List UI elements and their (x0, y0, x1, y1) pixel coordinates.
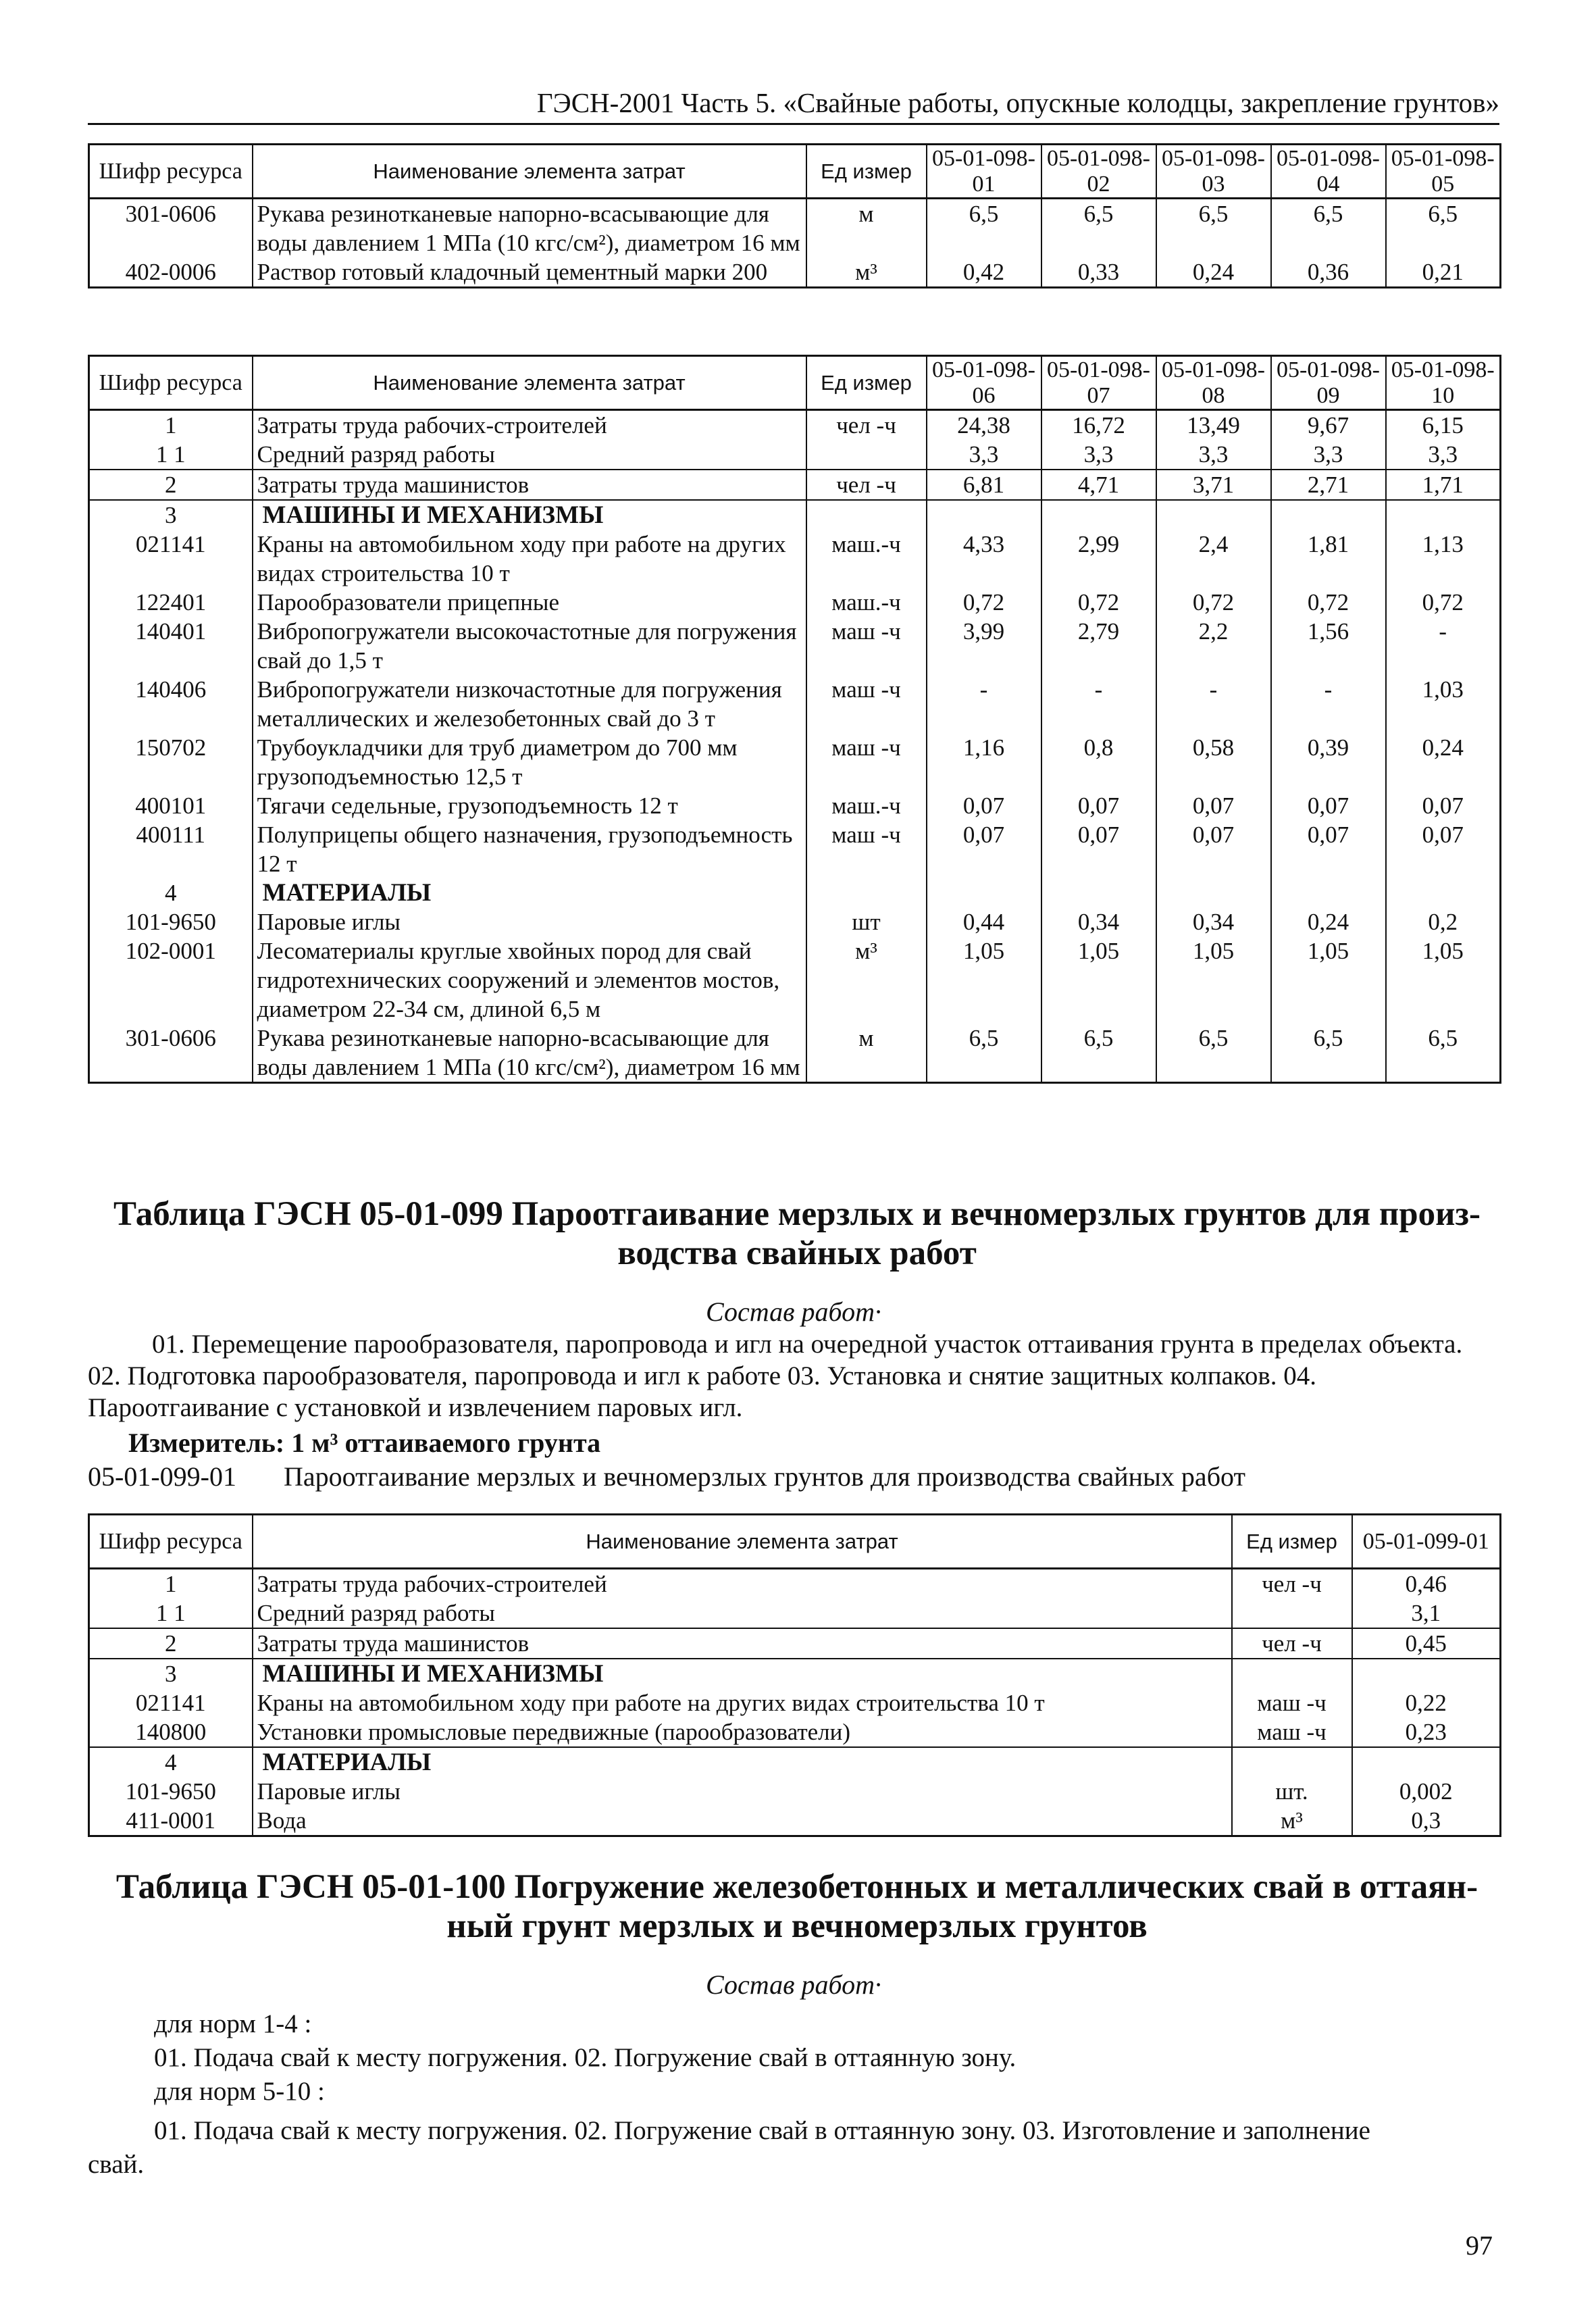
resource-unit: м (806, 1024, 927, 1083)
norm-value (1041, 500, 1156, 530)
resource-unit: маш -ч (806, 820, 927, 878)
resource-name: Вибропогружатели низкочастотные для погружения металлических и железобетонных свай до 3 т (253, 675, 806, 733)
norm-code: 05-01-099-01 (88, 1461, 236, 1492)
norm-value: 0,07 (1386, 791, 1501, 820)
resource-code: 140406 (89, 675, 253, 733)
norms-5-10-text-cont: свай. (88, 2150, 145, 2179)
col-header-unit: Ед измер (806, 145, 927, 199)
norm-value: 0,42 (927, 257, 1041, 288)
table-row (89, 199, 1501, 258)
norm-value: 0,72 (1156, 588, 1271, 617)
resource-unit: маш.-ч (806, 588, 927, 617)
resource-name: Установки промысловые передвижные (парообразователи) (253, 1717, 1232, 1747)
table-row (89, 617, 1501, 675)
resource-code: 400111 (89, 820, 253, 878)
col-header-name: Наименование элемента затрат (253, 356, 806, 410)
norm-value (1352, 1747, 1501, 1777)
col-header-code: Шифр ресурса (89, 145, 253, 199)
norm-value (927, 500, 1041, 530)
norm-value: 1,56 (1271, 617, 1386, 675)
norm-value: 1,05 (1156, 936, 1271, 1024)
norm-value: 3,3 (1271, 440, 1386, 470)
norm-value: 6,5 (1041, 1024, 1156, 1083)
resource-name: Средний разряд работы (253, 440, 806, 470)
resource-unit: чел -ч (1232, 1569, 1352, 1599)
norm-value: 0,8 (1041, 733, 1156, 791)
resource-name: Затраты труда машинистов (253, 470, 806, 500)
norm-value: 1,05 (1271, 936, 1386, 1024)
norm-value: 0,36 (1271, 257, 1386, 288)
resource-code: 301-0606 (89, 199, 253, 258)
norm-value: - (1271, 675, 1386, 733)
resource-name: Краны на автомобильном ходу при работе на других видах строительства 10 т (253, 1688, 1232, 1717)
col-header-norm: 05-01-099-01 (1352, 1515, 1501, 1569)
col-header-code: Шифр ресурса (89, 356, 253, 410)
norm-value: 1,16 (927, 733, 1041, 791)
norm-value: 0,07 (1271, 820, 1386, 878)
col-header-norm: 05-01-098-01 (927, 145, 1041, 199)
resource-code: 411-0001 (89, 1806, 253, 1836)
norm-value: 6,81 (927, 470, 1041, 500)
resource-name: Паровые иглы (253, 907, 806, 936)
resource-name: Затраты труда рабочих-строителей (253, 410, 806, 441)
table-row (89, 410, 1501, 441)
norm-name: Пароотгаивание мерзлых и вечномерзлых грунтов для производства свайных работ (283, 1461, 1245, 1492)
resource-name: Средний разряд работы (253, 1599, 1232, 1628)
resource-code: 1 (89, 410, 253, 441)
title-line: водства свайных работ (617, 1234, 977, 1272)
norm-value: 9,67 (1271, 410, 1386, 441)
table-row (89, 1659, 1501, 1688)
norms-1-4-label: для норм 1-4 : (154, 2009, 312, 2038)
norm-value: 6,5 (1386, 1024, 1501, 1083)
norm-value: 1,05 (1386, 936, 1501, 1024)
table-row (89, 878, 1501, 907)
table-row (89, 733, 1501, 791)
norm-value: 0,39 (1271, 733, 1386, 791)
resource-unit (806, 500, 927, 530)
norm-value: 0,45 (1352, 1628, 1501, 1659)
norm-value: 6,5 (927, 199, 1041, 258)
norm-value: - (1386, 617, 1501, 675)
resource-name: Краны на автомобильном ходу при работе на других видах строительства 10 т (253, 530, 806, 588)
norm-value: 0,07 (1386, 820, 1501, 878)
norm-value: 2,99 (1041, 530, 1156, 588)
norm-value: 3,3 (1041, 440, 1156, 470)
resource-unit (1232, 1599, 1352, 1628)
norm-value: 0,24 (1156, 257, 1271, 288)
resource-name: Вибропогружатели высокочастотные для погружения свай до 1,5 т (253, 617, 806, 675)
table-row (89, 907, 1501, 936)
norm-value: 0,07 (1271, 791, 1386, 820)
table-row (89, 1024, 1501, 1083)
norm-value: 4,33 (927, 530, 1041, 588)
norm-value (927, 878, 1041, 907)
norms-5-10-label: для норм 5-10 : (154, 2077, 325, 2106)
resource-unit: чел -ч (806, 470, 927, 500)
resource-name: Парообразователи прицепные (253, 588, 806, 617)
col-header-norm: 05-01-098-06 (927, 356, 1041, 410)
resource-unit: шт. (1232, 1777, 1352, 1806)
norm-value: 16,72 (1041, 410, 1156, 441)
norm-value (1156, 500, 1271, 530)
resource-unit: маш -ч (1232, 1688, 1352, 1717)
resource-unit: м³ (806, 936, 927, 1024)
table-row (89, 1777, 1501, 1806)
col-header-norm: 05-01-098-05 (1386, 145, 1501, 199)
norm-value: 0,34 (1156, 907, 1271, 936)
norm-value: 3,1 (1352, 1599, 1501, 1628)
norm-value: 0,07 (1041, 820, 1156, 878)
resource-unit: маш -ч (806, 733, 927, 791)
section-heading: МАШИНЫ И МЕХАНИЗМЫ (253, 1659, 1232, 1688)
norm-value: 0,24 (1271, 907, 1386, 936)
resource-table-098-06-10 (88, 355, 1501, 1084)
norm-value: 0,21 (1386, 257, 1501, 288)
norm-value: 2,79 (1041, 617, 1156, 675)
norm-value: 0,72 (1271, 588, 1386, 617)
table-row (89, 1569, 1501, 1599)
norm-value (1271, 500, 1386, 530)
table-row (89, 1747, 1501, 1777)
col-header-norm: 05-01-098-07 (1041, 356, 1156, 410)
page-number: 97 (1466, 2230, 1493, 2261)
resource-table-098-01-05 (88, 143, 1501, 288)
norm-value: 0,44 (927, 907, 1041, 936)
resource-code: 102-0001 (89, 936, 253, 1024)
norm-value: 0,23 (1352, 1717, 1501, 1747)
resource-name: Паровые иглы (253, 1777, 1232, 1806)
norm-value: 3,3 (927, 440, 1041, 470)
norm-value (1271, 878, 1386, 907)
section-heading: МАТЕРИАЛЫ (253, 1747, 1232, 1777)
resource-unit: маш.-ч (806, 791, 927, 820)
table-title-100 (88, 1867, 1506, 1946)
norm-value: 0,72 (927, 588, 1041, 617)
table-row (89, 440, 1501, 470)
resource-name: Затраты труда машинистов (253, 1628, 1232, 1659)
norm-value: 0,72 (1041, 588, 1156, 617)
norm-value: 2,71 (1271, 470, 1386, 500)
resource-code: 301-0606 (89, 1024, 253, 1083)
table-title-099 (88, 1194, 1506, 1273)
composition-text: 01. Перемещение парообразователя, паропровода и игл на очередной участок оттаивания грунта в пределах объекта. 02. Подготовка парообразователя, паропровода и игл к работе 03. Установка и снятие защитных колпаков. 04. Пароотгаивание с установкой и извлечением паровых игл. (88, 1330, 1463, 1422)
norm-value: 6,5 (1041, 199, 1156, 258)
col-header-norm: 05-01-098-09 (1271, 356, 1386, 410)
table-row (89, 1717, 1501, 1747)
resource-name: Полуприцепы общего назначения, грузоподъемность 12 т (253, 820, 806, 878)
norm-value: 0,34 (1041, 907, 1156, 936)
section-heading: МАТЕРИАЛЫ (253, 878, 806, 907)
norms-1-4-text: 01. Подача свай к месту погружения. 02. Погружение свай в оттаянную зону. (154, 2043, 1016, 2072)
resource-code: 1 1 (89, 1599, 253, 1628)
norm-value: 2,4 (1156, 530, 1271, 588)
norm-value: 0,3 (1352, 1806, 1501, 1836)
norm-value: 24,38 (927, 410, 1041, 441)
norm-value: 3,71 (1156, 470, 1271, 500)
norm-value: 0,07 (927, 791, 1041, 820)
table-row (89, 791, 1501, 820)
resource-name: Тягачи седельные, грузоподъемность 12 т (253, 791, 806, 820)
table-row (89, 1688, 1501, 1717)
table-row (89, 1599, 1501, 1628)
col-header-name: Наименование элемента затрат (253, 1515, 1232, 1569)
norm-value: 0,07 (1041, 791, 1156, 820)
resource-code: 2 (89, 470, 253, 500)
table-row (89, 530, 1501, 588)
norm-value (1156, 878, 1271, 907)
col-header-norm: 05-01-098-08 (1156, 356, 1271, 410)
resource-code: 4 (89, 878, 253, 907)
norm-value (1386, 878, 1501, 907)
resource-code: 101-9650 (89, 907, 253, 936)
norm-value: 0,002 (1352, 1777, 1501, 1806)
resource-code: 3 (89, 1659, 253, 1688)
col-header-norm: 05-01-098-04 (1271, 145, 1386, 199)
resource-unit: маш -ч (1232, 1717, 1352, 1747)
norm-value: 0,46 (1352, 1569, 1501, 1599)
resource-code: 021141 (89, 530, 253, 588)
col-header-unit: Ед измер (1232, 1515, 1352, 1569)
norm-value (1041, 878, 1156, 907)
norm-value: 0,22 (1352, 1688, 1501, 1717)
resource-unit: чел -ч (806, 410, 927, 441)
norm-value: 0,2 (1386, 907, 1501, 936)
norm-value: 1,05 (1041, 936, 1156, 1024)
title-line: Таблица ГЭСН 05-01-100 Погружение железобетонных и металлических свай в оттаян- (115, 1868, 1478, 1906)
resource-code: 1 1 (89, 440, 253, 470)
resource-code: 400101 (89, 791, 253, 820)
norm-value: 3,99 (927, 617, 1041, 675)
col-header-name: Наименование элемента затрат (253, 145, 806, 199)
measure-unit: Измеритель: 1 м³ оттаиваемого грунта (128, 1428, 601, 1458)
resource-name: Трубоукладчики для труб диаметром до 700 мм грузоподъемностью 12,5 т (253, 733, 806, 791)
resource-unit: шт (806, 907, 927, 936)
resource-unit (1232, 1747, 1352, 1777)
norm-value: 6,15 (1386, 410, 1501, 441)
norm-value: 6,5 (927, 1024, 1041, 1083)
norm-value: - (1041, 675, 1156, 733)
resource-code: 2 (89, 1628, 253, 1659)
norm-value: 6,5 (1386, 199, 1501, 258)
resource-name: Рукава резинотканевые напорно-всасывающие для воды давлением 1 МПа (10 кгс/см²), диаметром 16 мм (253, 199, 806, 258)
table-row (89, 820, 1501, 878)
norm-line (88, 1461, 1245, 1492)
table-row (89, 675, 1501, 733)
norm-value: 1,05 (927, 936, 1041, 1024)
resource-code: 1 (89, 1569, 253, 1599)
norm-value: 1,13 (1386, 530, 1501, 588)
norm-value: 13,49 (1156, 410, 1271, 441)
norm-value: 0,72 (1386, 588, 1501, 617)
table-row (89, 470, 1501, 500)
running-title: ГЭСН-2001 Часть 5. «Свайные работы, опускные колодцы, закрепление грунтов» (88, 86, 1499, 125)
norm-value: 1,03 (1386, 675, 1501, 733)
resource-unit: м³ (1232, 1806, 1352, 1836)
composition-title: Состав работ· (706, 1297, 881, 1327)
norm-value (1352, 1659, 1501, 1688)
col-header-norm: 05-01-098-02 (1041, 145, 1156, 199)
resource-code: 140401 (89, 617, 253, 675)
norm-value: 6,5 (1156, 1024, 1271, 1083)
resource-name: Раствор готовый кладочный цементный марки 200 (253, 257, 806, 288)
resource-unit: м³ (806, 257, 927, 288)
composition-title: Состав работ· (706, 1969, 881, 2000)
norm-value: 4,71 (1041, 470, 1156, 500)
norm-value: 6,5 (1156, 199, 1271, 258)
resource-code: 122401 (89, 588, 253, 617)
table-row (89, 1806, 1501, 1836)
norm-value: 1,81 (1271, 530, 1386, 588)
resource-code: 402-0006 (89, 257, 253, 288)
norm-value: 0,58 (1156, 733, 1271, 791)
resource-code: 3 (89, 500, 253, 530)
resource-unit (806, 440, 927, 470)
table-row (89, 1628, 1501, 1659)
resource-name: Лесоматериалы круглые хвойных пород для свай гидротехнических сооружений и элементов мостов, диаметром 22-34 см, длиной 6,5 м (253, 936, 806, 1024)
norm-value: - (1156, 675, 1271, 733)
table-row (89, 257, 1501, 288)
section-heading: МАШИНЫ И МЕХАНИЗМЫ (253, 500, 806, 530)
norm-value: 2,2 (1156, 617, 1271, 675)
resource-code: 021141 (89, 1688, 253, 1717)
table-row (89, 588, 1501, 617)
resource-code: 4 (89, 1747, 253, 1777)
norm-value: 0,07 (1156, 820, 1271, 878)
resource-unit: маш.-ч (806, 530, 927, 588)
resource-name: Затраты труда рабочих-строителей (253, 1569, 1232, 1599)
norm-value: 3,3 (1156, 440, 1271, 470)
title-line: ный грунт мерзлых и вечномерзлых грунтов (446, 1907, 1148, 1945)
norm-value: - (927, 675, 1041, 733)
resource-code: 101-9650 (89, 1777, 253, 1806)
norm-value: 0,07 (1156, 791, 1271, 820)
resource-table-099 (88, 1513, 1501, 1837)
col-header-code: Шифр ресурса (89, 1515, 253, 1569)
resource-name: Рукава резинотканевые напорно-всасывающие для воды давлением 1 МПа (10 кгс/см²), диаметром 16 мм (253, 1024, 806, 1083)
col-header-norm: 05-01-098-10 (1386, 356, 1501, 410)
norm-value: 6,5 (1271, 1024, 1386, 1083)
norm-value (1386, 500, 1501, 530)
title-line: Таблица ГЭСН 05-01-099 Пароотгаивание мерзлых и вечномерзлых грунтов для произ- (113, 1195, 1481, 1233)
col-header-norm: 05-01-098-03 (1156, 145, 1271, 199)
resource-unit: чел -ч (1232, 1628, 1352, 1659)
norm-value: 3,3 (1386, 440, 1501, 470)
norm-value: 0,07 (927, 820, 1041, 878)
col-header-unit: Ед измер (806, 356, 927, 410)
resource-unit (1232, 1659, 1352, 1688)
resource-unit: м (806, 199, 927, 258)
resource-code: 150702 (89, 733, 253, 791)
norm-value: 6,5 (1271, 199, 1386, 258)
norm-value: 0,33 (1041, 257, 1156, 288)
table-row (89, 500, 1501, 530)
norm-value: 1,71 (1386, 470, 1501, 500)
resource-unit (806, 878, 927, 907)
resource-unit: маш -ч (806, 675, 927, 733)
table-row (89, 936, 1501, 1024)
resource-code: 140800 (89, 1717, 253, 1747)
resource-name: Вода (253, 1806, 1232, 1836)
norm-value: 0,24 (1386, 733, 1501, 791)
resource-unit: маш -ч (806, 617, 927, 675)
norms-5-10-text: 01. Подача свай к месту погружения. 02. Погружение свай в оттаянную зону. 03. Изготовление и заполнение (154, 2116, 1370, 2145)
